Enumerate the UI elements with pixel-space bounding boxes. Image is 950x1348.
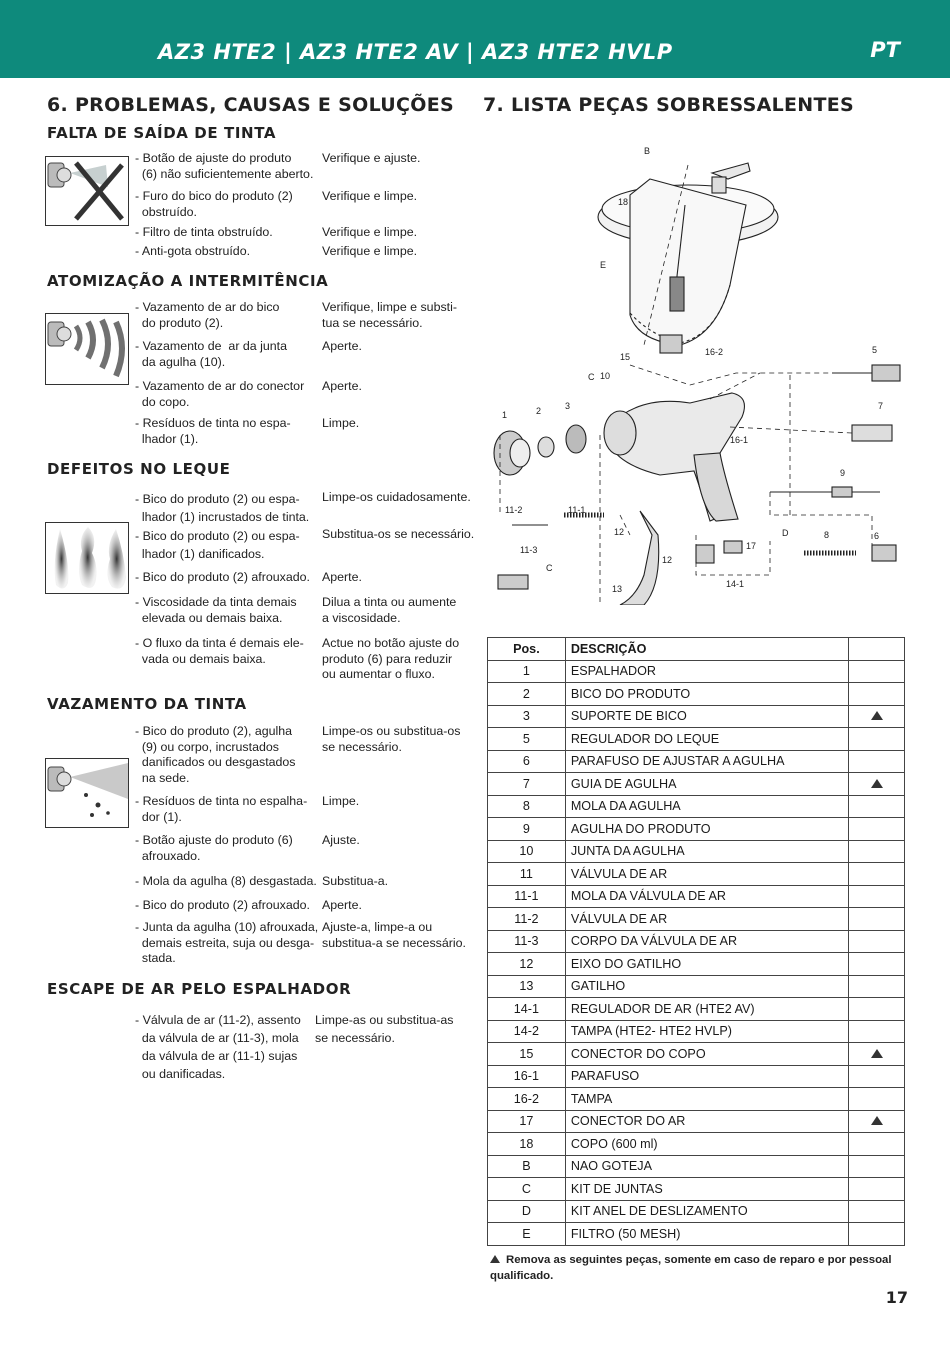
diagram-label: 17 [746, 541, 757, 551]
description-column-header: DESCRIÇÃO [565, 638, 848, 661]
part-position: 13 [488, 975, 566, 998]
table-row [488, 1133, 905, 1156]
fix-text: Ajuste-a, limpe-a ou substitua-a se necessário. [322, 920, 466, 950]
part-repair-mark [849, 750, 905, 773]
cause-text: - Bico do produto (2) afrouxado. [135, 898, 310, 912]
diagram-label: E [600, 260, 607, 270]
diagram-label: 12 [614, 527, 625, 537]
cause-text: - O fluxo da tinta é demais ele- vada ou demais baixa. [135, 636, 304, 666]
part-position: 12 [488, 953, 566, 976]
part-repair-mark [849, 1223, 905, 1246]
header-band [0, 0, 950, 78]
part-repair-mark [849, 1065, 905, 1088]
part-repair-mark [849, 1110, 905, 1133]
part-description: JUNTA DA AGULHA [565, 840, 848, 863]
part-repair-mark [849, 1133, 905, 1156]
part-repair-mark [849, 773, 905, 796]
table-row [488, 953, 905, 976]
table-row [488, 1088, 905, 1111]
part-position: 14-1 [488, 998, 566, 1021]
part-description: PARAFUSO DE AJUSTAR A AGULHA [565, 750, 848, 773]
table-row [488, 773, 905, 796]
cause-text: - Válvula de ar (11-2), assento da válvula de ar (11-3), mola da válvula de ar (11-1) sujas ou danificadas. [135, 1013, 301, 1081]
cause-text: - Bico do produto (2) ou espa- lhador (1) incrustados de tinta. [135, 492, 310, 524]
table-row [488, 908, 905, 931]
cause-text: - Junta da agulha (10) afrouxada, demais estreita, suja ou desga- stada. [135, 920, 319, 965]
part-position: 16-2 [488, 1088, 566, 1111]
parts-title: 7. LISTA PEÇAS SOBRESSALENTES [483, 94, 855, 116]
table-row [488, 998, 905, 1021]
part-description: GUIA DE AGULHA [565, 773, 848, 796]
fix-text: Limpe-as ou substitua-as se necessário. [315, 1013, 454, 1045]
fix-text: Aperte. [322, 379, 362, 393]
part-repair-mark [849, 1200, 905, 1223]
table-row [488, 705, 905, 728]
cause-text: - Resíduos de tinta no espalha- dor (1). [135, 794, 308, 824]
fix-text: Verifique, limpe e substi- tua se necessário. [322, 300, 457, 330]
part-repair-mark [849, 840, 905, 863]
cause-text: - Viscosidade da tinta demais elevada ou demais baixa. [135, 595, 297, 625]
table-row [488, 885, 905, 908]
diagram-label: 3 [565, 401, 571, 411]
spray-gun-leak-illustration [45, 758, 129, 828]
part-position: 11 [488, 863, 566, 886]
table-row [488, 1223, 905, 1246]
fix-text: Aperte. [322, 570, 362, 584]
page-number: 17 [885, 1288, 908, 1307]
table-row [488, 1110, 905, 1133]
diagram-label: 15 [620, 352, 631, 362]
cause-text: - Bico do produto (2) afrouxado. [135, 570, 310, 584]
warning-triangle-icon [871, 1116, 883, 1125]
part-position: 2 [488, 683, 566, 706]
fix-text: Substitua-os se necessário. [322, 527, 475, 541]
cause-text: - Vazamento de ar da junta da agulha (10). [135, 339, 287, 369]
cause-text: - Furo do bico do produto (2) obstruído. [135, 189, 293, 219]
part-description: REGULADOR DE AR (HTE2 AV) [565, 998, 848, 1021]
part-description: TAMPA [565, 1088, 848, 1111]
part-description: BICO DO PRODUTO [565, 683, 848, 706]
language-code: PT [870, 38, 900, 62]
part-repair-mark [849, 930, 905, 953]
part-repair-mark [849, 660, 905, 683]
part-repair-mark [849, 1043, 905, 1066]
pos-column-header: Pos. [488, 638, 566, 661]
diagram-label: D [782, 528, 789, 538]
part-description: VÁLVULA DE AR [565, 908, 848, 931]
cause-text: - Bico do produto (2) ou espa- lhador (1) danificados. [135, 529, 300, 561]
diagram-label: C [546, 563, 553, 573]
part-position: 6 [488, 750, 566, 773]
warning-triangle-icon [871, 711, 883, 720]
diagram-label: 14-1 [726, 579, 745, 589]
part-position: 10 [488, 840, 566, 863]
fix-text: Verifique e limpe. [322, 225, 418, 239]
cause-text: - Resíduos de tinta no espa- lhador (1). [135, 416, 291, 446]
part-repair-mark [849, 908, 905, 931]
part-position: 3 [488, 705, 566, 728]
exploded-view-diagram [480, 135, 920, 605]
part-description: CONECTOR DO AR [565, 1110, 848, 1133]
part-position: 9 [488, 818, 566, 841]
part-position: 15 [488, 1043, 566, 1066]
fix-text: Limpe. [322, 794, 360, 808]
table-row [488, 863, 905, 886]
table-row [488, 1020, 905, 1043]
diagram-label: 12 [662, 555, 673, 565]
part-position: 14-2 [488, 1020, 566, 1043]
part-position: 11-3 [488, 930, 566, 953]
fix-text: Ajuste. [322, 833, 360, 847]
part-position: 16-1 [488, 1065, 566, 1088]
section-heading-air-escape: ESCAPE DE AR PELO ESPALHADOR [47, 980, 352, 998]
part-repair-mark [849, 1155, 905, 1178]
table-row [488, 1043, 905, 1066]
fix-text: Verifique e limpe. [322, 189, 418, 203]
part-description: EIXO DO GATILHO [565, 953, 848, 976]
section-heading-fan-defects: DEFEITOS NO LEQUE [47, 460, 231, 478]
table-row [488, 1178, 905, 1201]
part-description: COPO (600 ml) [565, 1133, 848, 1156]
diagram-label: 1 [502, 410, 508, 420]
diagram-label: C [588, 372, 595, 382]
cause-text: - Mola da agulha (8) desgastada. [135, 874, 317, 888]
part-repair-mark [849, 885, 905, 908]
part-position: 11-1 [488, 885, 566, 908]
diagram-label: 11-3 [520, 545, 538, 555]
part-repair-mark [849, 998, 905, 1021]
table-row [488, 1155, 905, 1178]
part-position: E [488, 1223, 566, 1246]
part-description: GATILHO [565, 975, 848, 998]
fix-text: Limpe. [322, 416, 360, 430]
part-description: MOLA DA AGULHA [565, 795, 848, 818]
part-position: 11-2 [488, 908, 566, 931]
part-repair-mark [849, 863, 905, 886]
part-repair-mark [849, 818, 905, 841]
part-description: VÁLVULA DE AR [565, 863, 848, 886]
diagram-label: 16-2 [705, 347, 724, 357]
table-row [488, 818, 905, 841]
fix-text: Limpe-os ou substitua-os se necessário. [322, 724, 461, 754]
cause-text: - Botão ajuste do produto (6) afrouxado. [135, 833, 293, 863]
table-header-row [488, 638, 905, 661]
fix-text: Verifique e ajuste. [322, 151, 421, 165]
fix-text: Dilua a tinta ou aumente a viscosidade. [322, 595, 457, 625]
part-description: PARAFUSO [565, 1065, 848, 1088]
part-position: 1 [488, 660, 566, 683]
spray-pattern-defects-illustration [45, 522, 129, 594]
cause-text: - Anti-gota obstruído. [135, 244, 251, 258]
cause-text: - Filtro de tinta obstruído. [135, 225, 273, 239]
diagram-label: 16-1 [730, 435, 749, 445]
part-repair-mark [849, 683, 905, 706]
table-row [488, 840, 905, 863]
spare-parts-table [487, 637, 905, 1246]
part-position: 7 [488, 773, 566, 796]
fix-text: Aperte. [322, 898, 362, 912]
diagram-label: 6 [874, 531, 880, 541]
diagram-label: 8 [824, 530, 830, 540]
table-row [488, 750, 905, 773]
spray-gun-intermittent-illustration [45, 313, 129, 385]
cause-text: - Botão de ajuste do produto (6) não suficientemente aberto. [135, 151, 314, 181]
section-heading-paint-leak: VAZAMENTO DA TINTA [47, 695, 247, 713]
fix-text: Aperte. [322, 339, 362, 353]
table-row [488, 1200, 905, 1223]
table-row [488, 728, 905, 751]
cause-text: - Bico do produto (2), agulha (9) ou corpo, incrustados danificados ou desgastados na sede. [135, 724, 296, 785]
part-repair-mark [849, 1178, 905, 1201]
part-repair-mark [849, 1020, 905, 1043]
cause-text: - Vazamento de ar do bico do produto (2). [135, 300, 280, 330]
warning-triangle-icon [490, 1255, 500, 1263]
repair-note-text: Remova as seguintes peças, somente em caso de reparo e por pessoal qualificado. [490, 1254, 892, 1282]
mark-column-header [849, 638, 905, 661]
fix-text: Verifique e limpe. [322, 244, 418, 258]
part-description: KIT DE JUNTAS [565, 1178, 848, 1201]
part-repair-mark [849, 795, 905, 818]
part-description: REGULADOR DO LEQUE [565, 728, 848, 751]
diagram-label: 11-1 [568, 505, 586, 515]
part-description: CORPO DA VÁLVULA DE AR [565, 930, 848, 953]
problems-title: 6. PROBLEMAS, CAUSAS E SOLUÇÕES [47, 94, 454, 116]
diagram-label: 13 [612, 584, 623, 594]
part-position: 8 [488, 795, 566, 818]
fix-text: Actue no botão ajuste do produto (6) para reduzir ou aumentar o fluxo. [322, 636, 460, 681]
cause-text: - Vazamento de ar do conector do copo. [135, 379, 305, 409]
part-repair-mark [849, 1088, 905, 1111]
part-repair-mark [849, 728, 905, 751]
diagram-label: 9 [840, 468, 846, 478]
warning-triangle-icon [871, 779, 883, 788]
diagram-label: B [644, 146, 651, 156]
fix-text: Limpe-os cuidadosamente. [322, 490, 471, 504]
table-row [488, 660, 905, 683]
part-description: CONECTOR DO COPO [565, 1043, 848, 1066]
part-description: SUPORTE DE BICO [565, 705, 848, 728]
spray-gun-no-output-illustration [45, 156, 129, 226]
diagram-label: 7 [878, 401, 884, 411]
warning-triangle-icon [871, 1049, 883, 1058]
part-description: TAMPA (HTE2- HTE2 HVLP) [565, 1020, 848, 1043]
repair-note [490, 1252, 900, 1284]
part-position: D [488, 1200, 566, 1223]
part-repair-mark [849, 705, 905, 728]
part-position: 17 [488, 1110, 566, 1133]
table-row [488, 1065, 905, 1088]
section-heading-intermittent: ATOMIZAÇÃO A INTERMITÊNCIA [47, 272, 329, 290]
table-row [488, 683, 905, 706]
part-position: B [488, 1155, 566, 1178]
part-description: FILTRO (50 MESH) [565, 1223, 848, 1246]
diagram-label: 2 [536, 406, 542, 416]
part-position: 5 [488, 728, 566, 751]
part-description: KIT ANEL DE DESLIZAMENTO [565, 1200, 848, 1223]
part-description: NAO GOTEJA [565, 1155, 848, 1178]
fix-text: Substitua-a. [322, 874, 389, 888]
part-description: MOLA DA VÁLVULA DE AR [565, 885, 848, 908]
diagram-label: 18 [618, 197, 629, 207]
table-row [488, 795, 905, 818]
document-title: AZ3 HTE2 | AZ3 HTE2 AV | AZ3 HTE2 HVLP [158, 40, 673, 64]
section-heading-no-paint: FALTA DE SAÍDA DE TINTA [47, 124, 277, 142]
part-repair-mark [849, 953, 905, 976]
table-row [488, 975, 905, 998]
table-row [488, 930, 905, 953]
part-description: AGULHA DO PRODUTO [565, 818, 848, 841]
part-description: ESPALHADOR [565, 660, 848, 683]
part-position: 18 [488, 1133, 566, 1156]
diagram-label: 11-2 [505, 505, 523, 515]
diagram-label: 10 [600, 371, 611, 381]
part-repair-mark [849, 975, 905, 998]
part-position: C [488, 1178, 566, 1201]
diagram-label: 5 [872, 345, 878, 355]
